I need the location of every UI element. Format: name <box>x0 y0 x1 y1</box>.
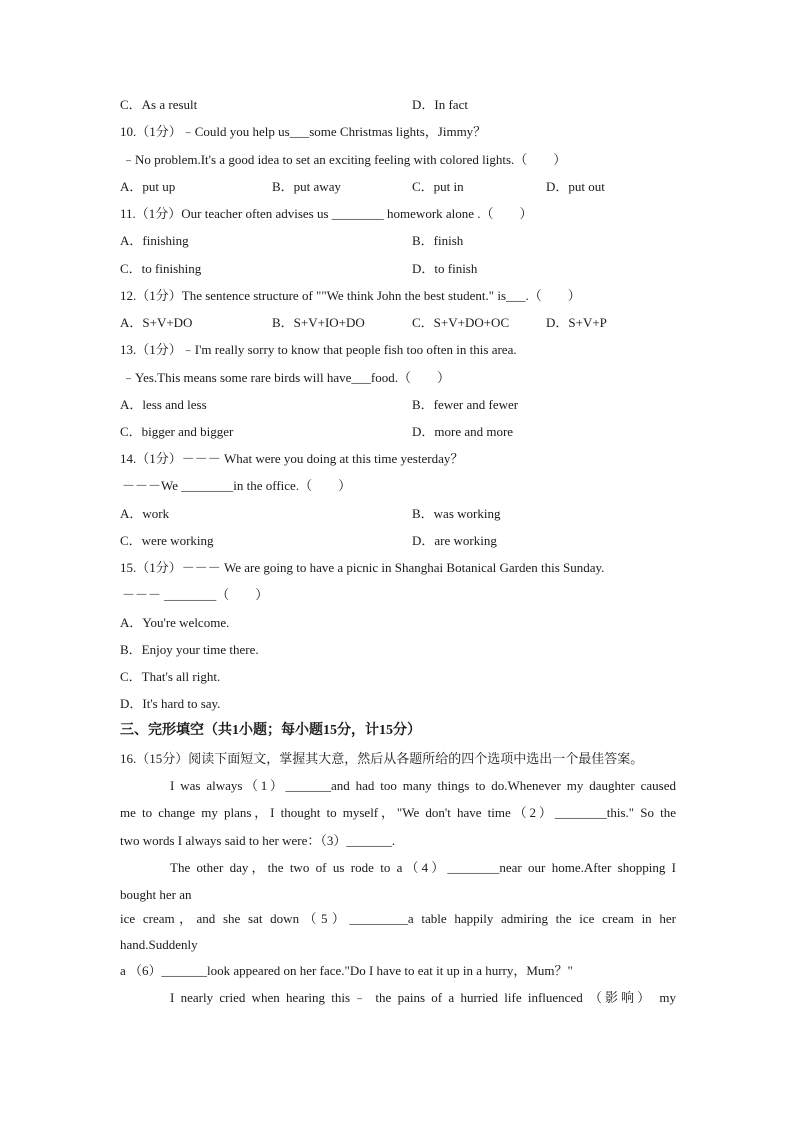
q12-options <box>120 313 676 333</box>
option-c[interactable]: C．bigger and bigger <box>120 424 234 439</box>
option-b[interactable]: B．fewer and fewer <box>412 397 519 412</box>
q16-instruction: 16.（15分）阅读下面短文，掌握其大意，然后从各题所给的四个选项中选出一个最佳答案。 <box>120 751 644 766</box>
q11-options-row-1 <box>120 231 676 251</box>
passage-line: two words I always said to her were：（3）_______. <box>120 833 396 848</box>
q10-stem: 10.（1分）﹣Could you help us___some Christmas lights，Jimmy？ <box>120 124 487 139</box>
q15-dialogue: －－－ ________（ ） <box>122 587 269 602</box>
passage-line: I nearly cried when hearing this﹣ the pains of a hurried life influenced （影响） my <box>170 990 676 1005</box>
option-a[interactable]: A．put up <box>120 179 176 194</box>
option-b[interactable]: B．was working <box>412 506 501 521</box>
option-c[interactable]: C．to finishing <box>120 261 202 276</box>
option-d[interactable]: D．put out <box>546 179 605 194</box>
passage-line: hand.Suddenly <box>120 937 198 952</box>
q11-options-row-2 <box>120 259 676 279</box>
option-d[interactable]: D．In fact <box>412 97 468 112</box>
option-a[interactable]: A．S+V+DO <box>120 315 193 330</box>
option-c[interactable]: C．As a result <box>120 97 198 112</box>
option-b[interactable]: B．put away <box>272 179 341 194</box>
q15-option-a[interactable]: A．You're welcome. <box>120 615 230 630</box>
passage-line: The other day，the two of us rode to a（4）________near our home.After shopping I <box>170 860 676 875</box>
q13-options-row-2 <box>120 422 676 442</box>
option-c[interactable]: C．were working <box>120 533 214 548</box>
q14-options-row-2 <box>120 531 676 551</box>
q13-stem: 13.（1分）﹣I'm really sorry to know that people fish too often in this area. <box>120 342 517 357</box>
section-heading-cloze: 三、完形填空（共1小题；每小题15分，计15分） <box>120 723 421 738</box>
q15-stem: 15.（1分）－－－ We are going to have a picnic in Shanghai Botanical Garden this Sunday. <box>120 560 605 575</box>
q9-options-row-2 <box>120 95 676 115</box>
q14-dialogue: －－－We ________in the office.（ ） <box>122 478 352 493</box>
passage-line: a （6）_______look appeared on her face."Do I have to eat it up in a hurry，Mum？" <box>120 963 573 978</box>
q13-dialogue: ﹣Yes.This means some rare birds will have___food.（ ） <box>122 370 450 385</box>
q11-stem: 11.（1分）Our teacher often advises us ________ homework alone .（ ） <box>120 206 533 221</box>
option-c[interactable]: C．S+V+DO+OC <box>412 315 510 330</box>
q13-options-row-1 <box>120 395 676 415</box>
q15-option-b[interactable]: B．Enjoy your time there. <box>120 642 259 657</box>
option-d[interactable]: D．S+V+P <box>546 315 607 330</box>
q10-options <box>120 177 676 197</box>
q14-options-row-1 <box>120 504 676 524</box>
q12-stem: 12.（1分）The sentence structure of ""We think John the best student." is___.（ ） <box>120 288 581 303</box>
option-a[interactable]: A．work <box>120 506 170 521</box>
passage-line: bought her an <box>120 887 192 902</box>
q15-option-d[interactable]: D．It's hard to say. <box>120 696 221 711</box>
q15-option-c[interactable]: C．That's all right. <box>120 669 221 684</box>
option-a[interactable]: A．finishing <box>120 233 189 248</box>
q14-stem: 14.（1分）－－－ What were you doing at this time yesterday？ <box>120 451 464 466</box>
option-d[interactable]: D．to finish <box>412 261 478 276</box>
passage-line: me to change my plans，I thought to myself，"We don't have time（2）________this." So the <box>120 805 676 820</box>
option-d[interactable]: D．are working <box>412 533 497 548</box>
q10-dialogue: ﹣No problem.It's a good idea to set an exciting feeling with colored lights.（ ） <box>122 152 567 167</box>
option-b[interactable]: B．S+V+IO+DO <box>272 315 365 330</box>
option-d[interactable]: D．more and more <box>412 424 514 439</box>
option-a[interactable]: A．less and less <box>120 397 207 412</box>
passage-line: I was always（1）_______and had too many things to do.Whenever my daughter caused <box>170 778 676 793</box>
passage-line: ice cream，and she sat down（5）_________a table happily admiring the ice cream in her <box>120 911 676 926</box>
option-b[interactable]: B．finish <box>412 233 464 248</box>
option-c[interactable]: C．put in <box>412 179 464 194</box>
